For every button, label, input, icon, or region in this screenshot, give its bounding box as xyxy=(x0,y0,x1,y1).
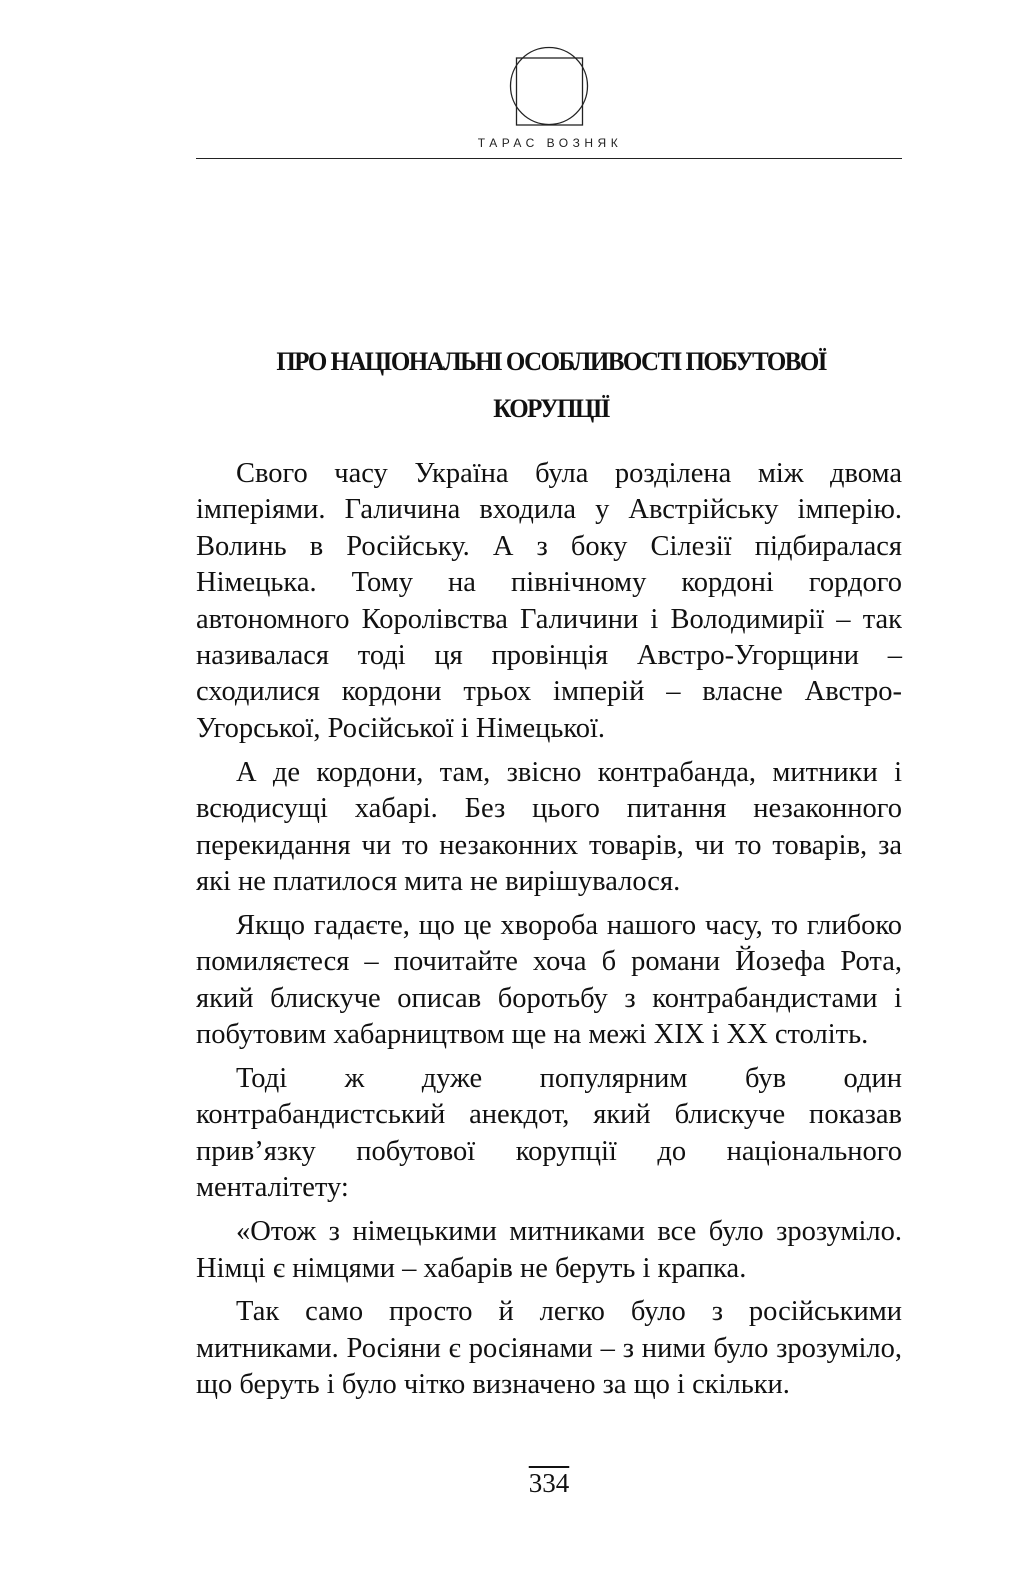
title-line-2: КОРУПЦІЇ xyxy=(493,394,610,423)
article-body xyxy=(196,456,902,1411)
page-number xyxy=(0,1468,1024,1499)
paragraph: А де кордони, там, звісно контрабанда, митники і всюдисущі хабарі. Без цього питання незаконного перекидання чи то незаконних товарів, чи то товарів, за які не платилося мита не вирішувалося. xyxy=(196,756,902,897)
circle-square-logo-icon xyxy=(509,46,589,126)
paragraph: Свого часу Україна була розділена між двома імперіями. Галичина входила у Австрійську імперію. Волинь в Російську. А з боку Сілезії підбиралася Німецька. Тому на північному кордоні гордого автономного Королівства Галичини і Володимирії – так називалася тоді ця провінція Австро-Угорщини – сходилися кордони трьох імперій – власне Австро-Угорської, Російської і Німецької. xyxy=(196,458,902,744)
page-number-value: 334 xyxy=(528,1468,570,1498)
header-rule xyxy=(196,158,902,159)
paragraph: Так само просто й легко було з російськими митниками. Росіяни є росіянами – з ними було зрозуміло, що беруть і було чітко визначено за що і скільки. xyxy=(196,1296,902,1401)
title-line-1: ПРО НАЦІОНАЛЬНІ ОСОБЛИВОСТІ ПОБУТОВОЇ xyxy=(276,347,826,376)
paragraph: «Отож з німецькими митниками все було зрозуміло. Німці є німцями – хабарів не беруть і крапка. xyxy=(196,1216,902,1284)
paragraph: Тоді ж дуже популярним був один контрабандистський анекдот, який блискуче показав прив’язку побутової корупції до національного менталітету: xyxy=(196,1063,902,1204)
paragraph: Якщо гадаєте, що це хвороба нашого часу, то глибоко помиляєтеся – почитайте хоча б романи Йозефа Рота, який блискуче описав боротьбу з контрабандистами і побутовим хабарництвом ще на межі XIX і XX століть. xyxy=(196,909,902,1051)
article-title xyxy=(196,338,906,432)
running-head-author: ТАРАС ВОЗНЯК xyxy=(477,136,623,150)
